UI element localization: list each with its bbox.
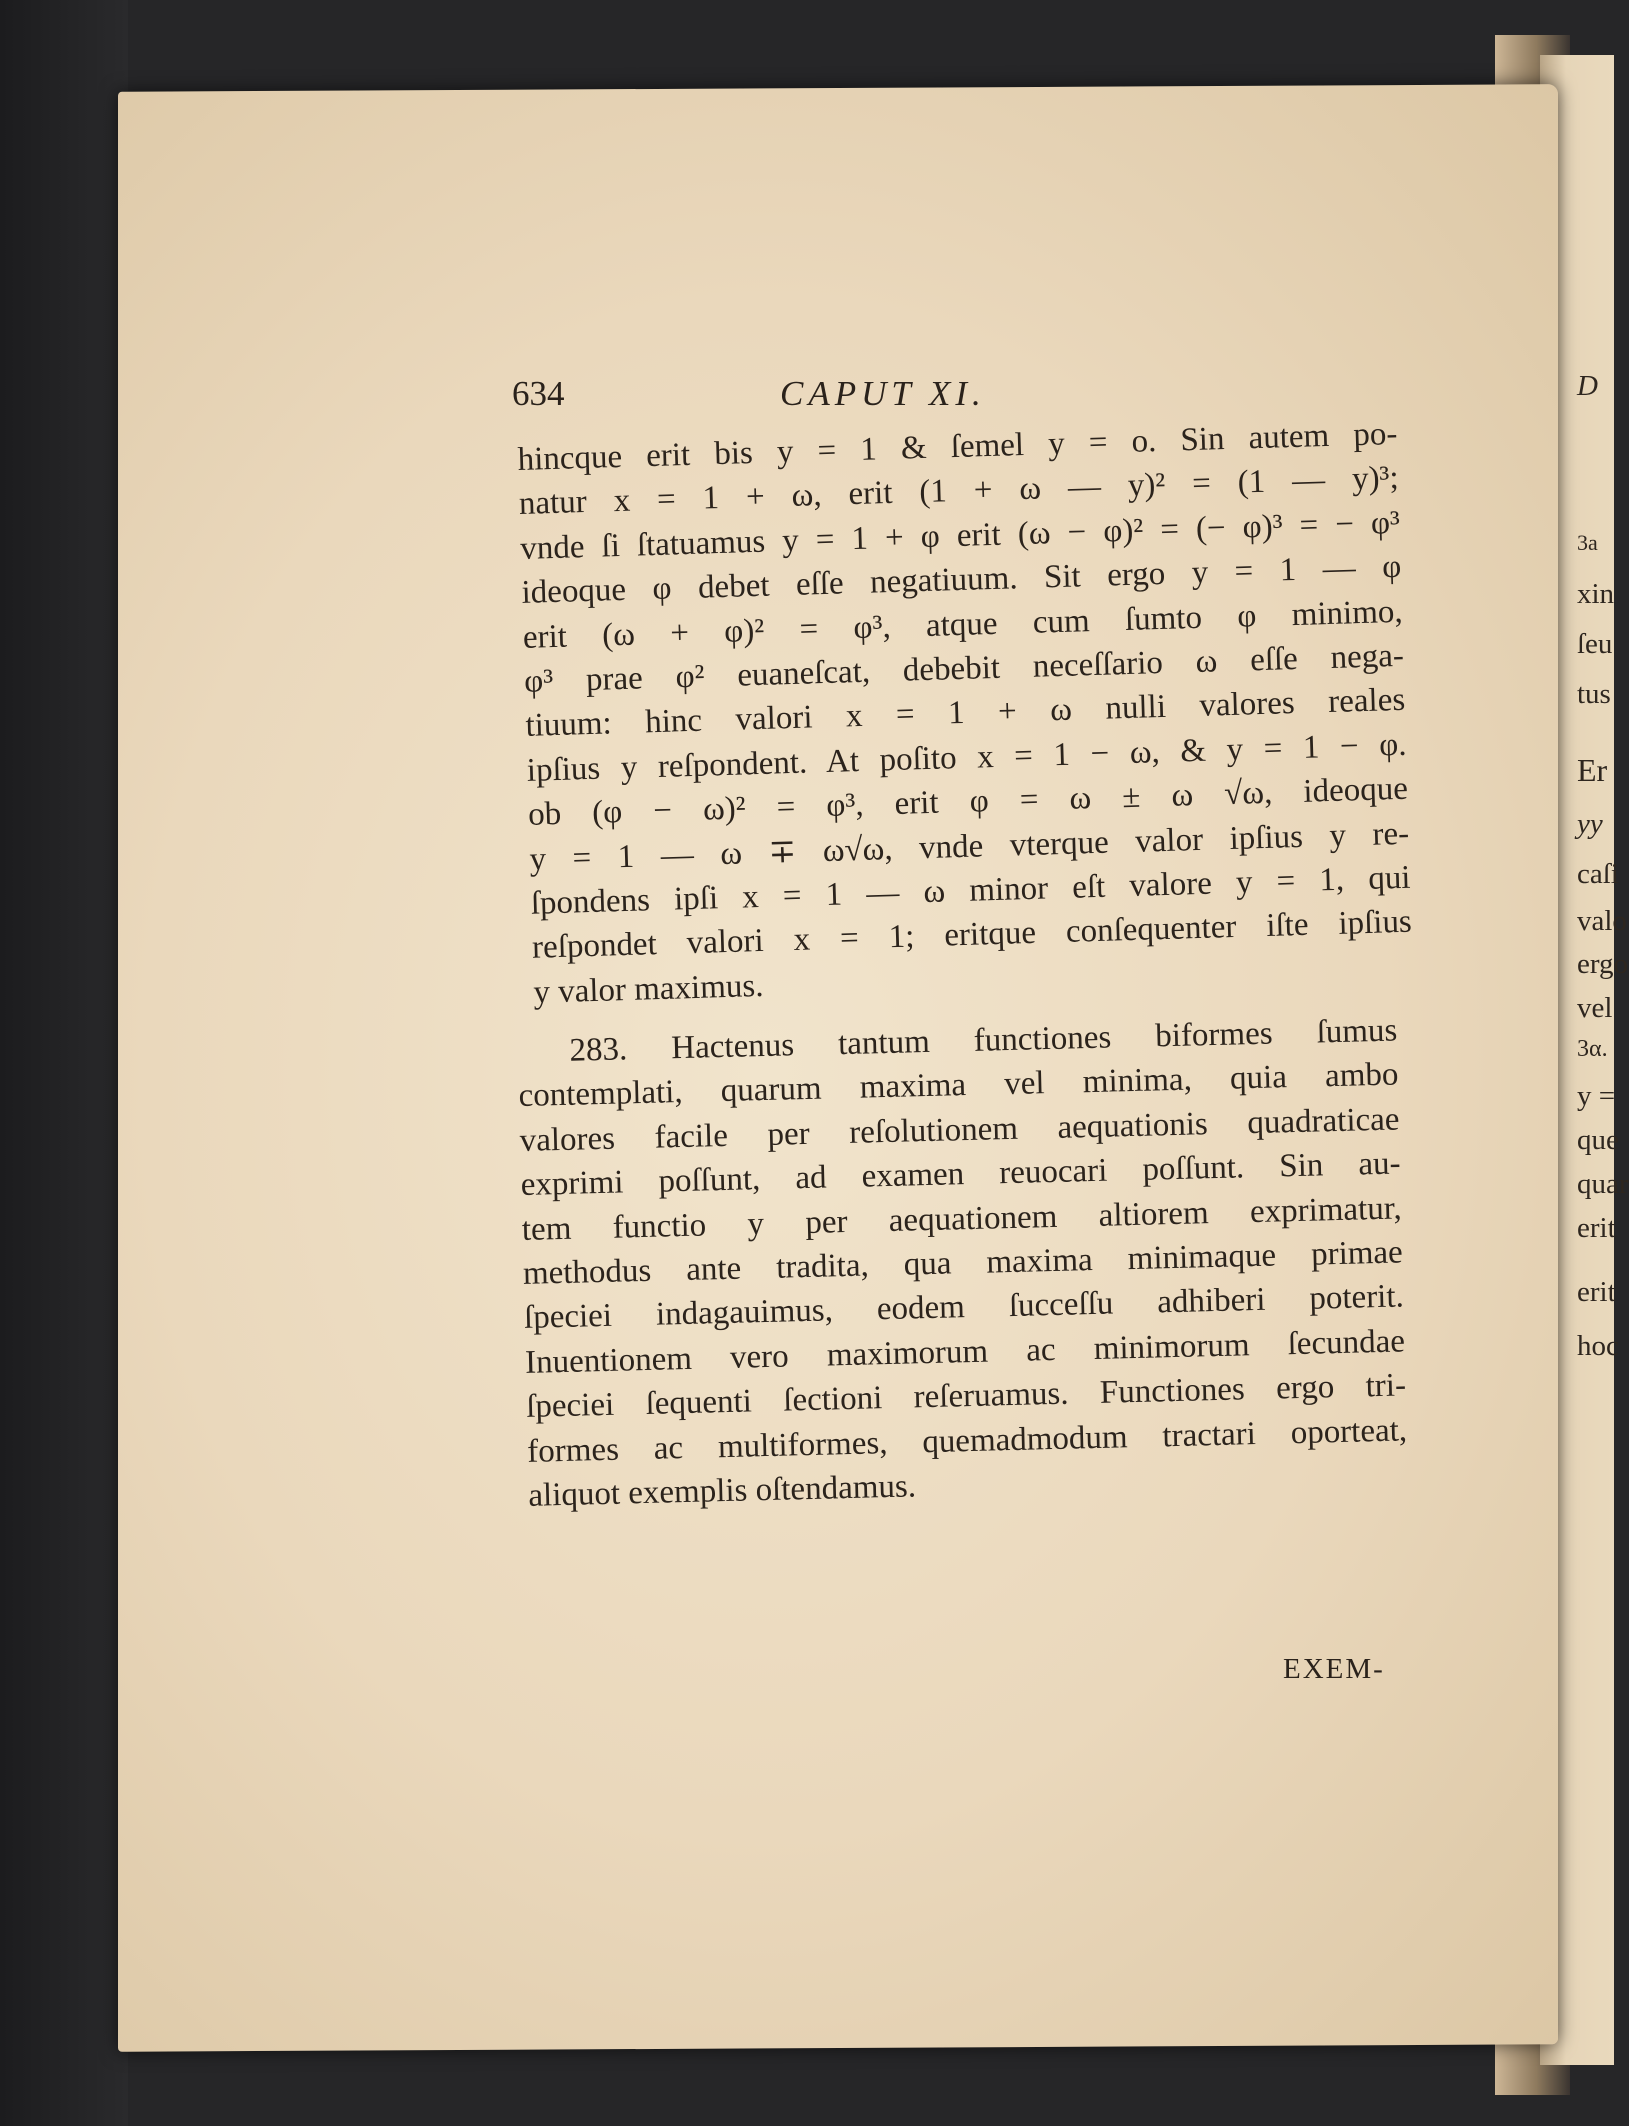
facing-fragment: hoc	[1577, 1330, 1619, 1362]
text-line: aliquot exemplis oſtendamus.	[527, 1468, 917, 1514]
text-line: ob (φ − ω)² = φ³, erit φ = ω ± ω √ω, ideoque	[527, 770, 1409, 834]
text-line: hincque erit bis y = 1 & ſemel y = o. Sin autem po-	[517, 415, 1398, 478]
facing-fragment: erit	[1577, 1276, 1616, 1308]
text-line: exprimi poſſunt, ad examen reuocari poſſunt. Sin au-	[520, 1145, 1401, 1204]
facing-fragment: quar	[1577, 1168, 1629, 1200]
facing-fragment: D	[1577, 370, 1598, 402]
facing-fragment: 3α.	[1577, 1036, 1608, 1062]
text-line: ipſius y reſpondent. At poſito x = 1 − ω, & y = 1 − φ.	[526, 726, 1408, 789]
text-line: Inuentionem vero maximorum ac minimorum ſecundae	[524, 1323, 1406, 1381]
facing-fragment: caſi	[1577, 858, 1619, 890]
facing-page-text	[1573, 0, 1629, 2126]
text-line: ſpondens ipſi x = 1 — ω minor eſt valore y = 1, qui	[530, 859, 1411, 922]
facing-fragment: erit	[1577, 1212, 1616, 1244]
text-line: ſpeciei indagauimus, eodem ſucceſſu adhiberi poterit.	[523, 1278, 1405, 1337]
text-line: y = 1 — ω ∓ ω√ω, vnde vterque valor ipſius y re-	[528, 815, 1410, 878]
facing-fragment: yy	[1577, 808, 1603, 840]
text-line: vnde ſi ſtatuamus y = 1 + φ erit (ω − φ)² = (− φ)³ = − φ³	[519, 504, 1401, 567]
body-text	[517, 415, 1413, 1514]
chapter-title: CAPUT XI.	[780, 374, 986, 413]
scan-background-left	[0, 0, 128, 2126]
text-line: valores facile per reſolutionem aequationis quadraticae	[519, 1101, 1400, 1159]
paragraph	[517, 1008, 1409, 1518]
facing-fragment: y =	[1577, 1080, 1616, 1112]
text-line: y valor maximus.	[532, 967, 764, 1011]
facing-fragment: tus	[1577, 678, 1611, 710]
text-line: contemplati, quarum maxima vel minima, quia ambo	[518, 1056, 1399, 1115]
text-line: ſpeciei ſequenti ſectioni reſeruamus. Functiones ergo tri-	[525, 1367, 1407, 1426]
catchword: EXEM-	[1283, 1653, 1385, 1685]
paragraph	[517, 412, 1414, 1015]
facing-fragment: ſeu	[1577, 628, 1613, 660]
text-line: methodus ante tradita, qua maxima minimaque primae	[522, 1234, 1404, 1292]
facing-fragment: xin	[1577, 578, 1615, 610]
text-line: ideoque φ debet eſſe negatiuum. Sit ergo y = 1 — φ	[521, 549, 1402, 612]
text-line: reſpondet valori x = 1; eritque conſequenter iſte ipſius	[531, 904, 1413, 967]
facing-fragment: valo	[1577, 905, 1627, 937]
text-line: formes ac multiformes, quemadmodum tractari oporteat,	[526, 1412, 1408, 1470]
page-number: 634	[512, 374, 565, 413]
facing-fragment: que	[1577, 1124, 1619, 1156]
text-line: tiuum: hinc valori x = 1 + ω nulli valores reales	[525, 682, 1406, 745]
text-line: 283. Hactenus tantum functiones biformes ſumus	[569, 1012, 1398, 1069]
facing-fragment: vel	[1577, 992, 1613, 1024]
text-line: erit (ω + φ)² = φ³, atque cum ſumto φ minimo,	[522, 593, 1404, 656]
facing-fragment: ergo	[1577, 948, 1629, 980]
text-line: tem functio y per aequationem altiorem exprimatur,	[521, 1190, 1403, 1248]
text-line: natur x = 1 + ω, erit (1 + ω — y)² = (1 — y)³;	[518, 460, 1400, 523]
text-line: φ³ prae φ² euaneſcat, debebit neceſſario ω eſſe nega-	[523, 637, 1405, 700]
facing-fragment: 3a	[1577, 530, 1598, 555]
facing-fragment: Er	[1577, 752, 1608, 788]
running-head	[512, 374, 1152, 424]
